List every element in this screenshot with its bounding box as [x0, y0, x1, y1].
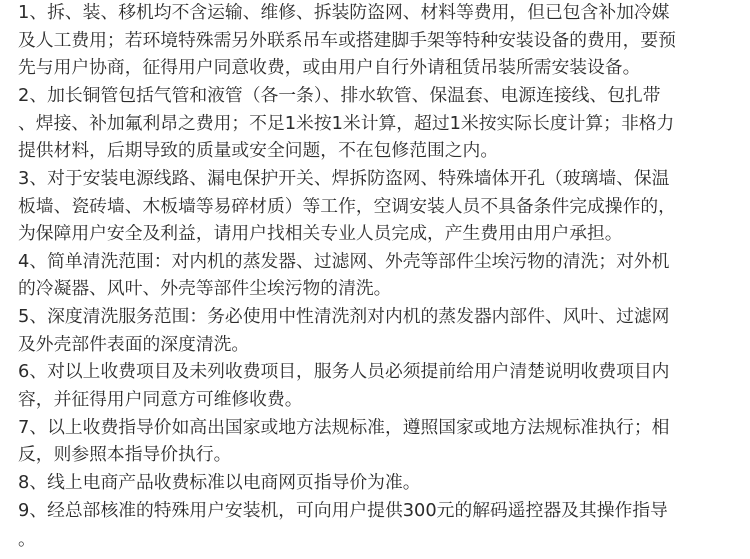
text-line: 2、加长铜管包括气管和液管（各一条）、排水软管、保温套、电源连接线、包扎带 — [18, 85, 661, 106]
text-line: 5、深度清洗服务范围：务必使用中性清洗剂对内机的蒸发器内部件、风叶、过滤网 — [18, 306, 670, 327]
text-line: 8、线上电商产品收费标准以电商网页指导价为准。 — [18, 472, 421, 493]
text-line: 先与用户协商，征得用户同意收费，或由用户自行外请租赁吊装所需安装设备。 — [18, 57, 641, 78]
text-line: 提供材料，后期导致的质量或安全问题，不在包修范围之内。 — [18, 140, 499, 161]
text-line: 。 — [18, 529, 36, 550]
text-line: 容，并征得用户同意方可维修收费。 — [18, 389, 303, 410]
text-line: 为保障用户安全及利益，请用户找相关专业人员完成，产生费用由用户承担。 — [18, 223, 623, 244]
text-line: 1、拆、装、移机均不含运输、维修、拆装防盗网、材料等费用，但已包含补加冷媒 — [18, 2, 670, 23]
text-line: 及外壳部件表面的深度清洗。 — [18, 334, 250, 355]
text-line: 3、对于安装电源线路、漏电保护开关、焊拆防盗网、特殊墙体开孔（玻璃墙、保温 — [18, 168, 670, 189]
text-line: 反，则参照本指导价执行。 — [18, 444, 232, 465]
text-line: 6、对以上收费项目及未列收费项目，服务人员必须提前给用户清楚说明收费项目内 — [18, 361, 670, 382]
text-line: 9、经总部核准的特殊用户安装机，可向用户提供300元的解码遥控器及其操作指导 — [18, 500, 668, 521]
text-line: 的冷凝器、风叶、外壳等部件尘埃污物的清洗。 — [18, 278, 392, 299]
text-line: 板墙、瓷砖墙、木板墙等易碎材质）等工作，空调安装人员不具备条件完成操作的， — [18, 196, 676, 217]
text-line: 及人工费用；若环境特殊需另外联系吊车或搭建脚手架等特种安装设备的费用，要预 — [18, 30, 676, 51]
text-line: 7、以上收费指导价如高出国家或地方法规标准，遵照国家或地方法规标准执行；相 — [18, 417, 670, 438]
text-line: 、焊接、补加氟利昂之费用；不足1米按1米计算，超过1米按实际长度计算；非格力 — [18, 113, 675, 134]
text-line: 4、简单清洗范围：对内机的蒸发器、过滤网、外壳等部件尘埃污物的清洗；对外机 — [18, 251, 670, 272]
